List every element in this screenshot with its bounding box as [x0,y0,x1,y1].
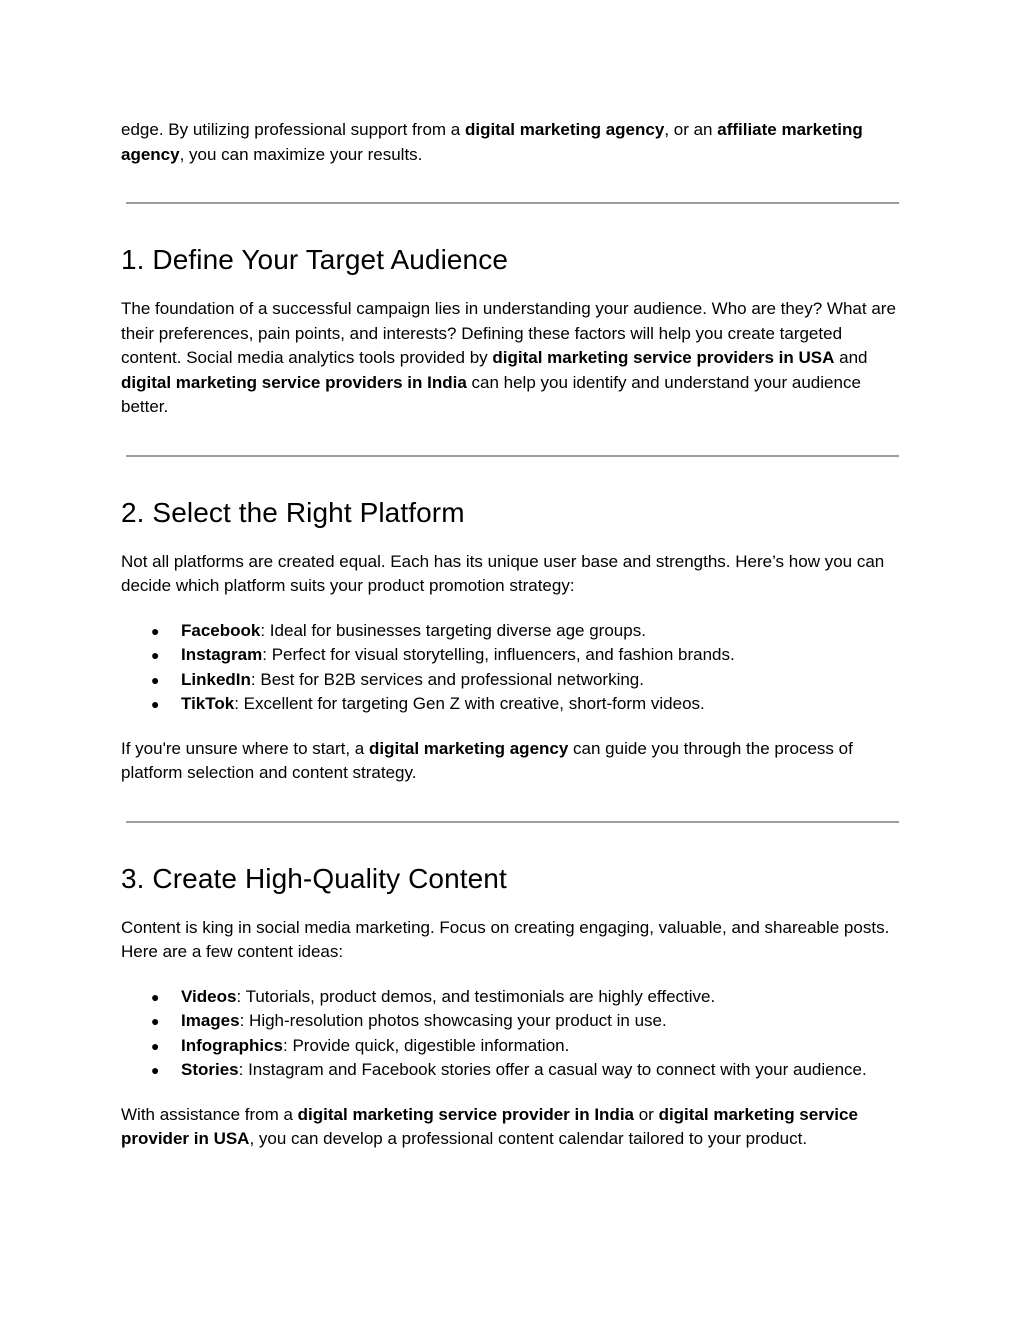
bullet-icon: ● [151,696,160,712]
list-item [121,643,901,668]
section-2-intro: Not all platforms are created equal. Each has its unique user base and strengths. Here’s how you can decide which platform suits your product promotion strategy: [121,551,885,595]
bullet-icon: ● [151,1062,160,1078]
text-run: The foundation of a successful campaign lies in understanding your audience. Who are they? What are their preferences, pain points, and interests? Defining these factors will help you create targeted content. Social media analytics tools provided by [121,299,896,367]
bullet-icon: ● [151,647,160,663]
text-run: : Perfect for visual storytelling, influencers, and fashion brands. [262,645,735,664]
bold-term: digital marketing service providers in India [121,372,467,392]
text-run: can guide you through the process of platform selection and content strategy. [121,738,853,782]
bullet-icon: ● [151,1013,160,1029]
section-1-paragraph [121,297,901,420]
bold-term: digital marketing service providers in USA [492,348,835,367]
section-3-outro [121,1103,901,1152]
content-ideas-list [121,985,901,1083]
section-heading-2: 2. Select the Right Platform [121,496,465,528]
text-run: , you can maximize your results. [179,144,423,164]
list-item [121,1009,901,1034]
bold-term: Instagram [181,645,263,664]
list-item [121,1034,901,1059]
section-divider [126,455,899,457]
bold-term: digital marketing service provider in India [297,1104,634,1124]
text-run: can help you identify and understand your audience better. [121,372,861,416]
bold-term: Facebook [181,620,261,640]
text-run: : Excellent for targeting Gen Z with creative, short-form videos. [234,694,705,713]
bullet-icon: ● [151,988,160,1005]
list-item [121,1058,901,1083]
list-item [121,668,901,693]
text-run: With assistance from a [121,1104,298,1124]
bold-term: digital marketing service provider in USA [121,1104,858,1148]
bold-term: LinkedIn [181,669,251,689]
section-heading-1: 1. Define Your Target Audience [121,244,509,275]
bold-term: digital marketing agency [464,120,665,139]
document-page [121,118,901,1152]
list-item [121,985,901,1010]
section-2-outro [121,737,901,786]
section-divider [126,202,899,204]
bold-term: affiliate marketing agency [121,120,863,164]
bold-term: Videos [181,986,237,1006]
platform-list [121,619,901,717]
bold-term: Images [181,1011,240,1030]
list-item [121,692,901,717]
bullet-icon: ● [151,622,160,639]
text-run: : Ideal for businesses targeting diverse age groups. [260,620,646,640]
text-run: , you can develop a professional content calendar tailored to your product. [249,1129,808,1148]
section-divider [126,821,899,823]
text-run: edge. By utilizing professional support from a [121,120,465,139]
text-run: : Best for B2B services and professional networking. [250,669,644,689]
intro-paragraph [121,118,901,167]
list-item [121,619,901,644]
text-run: : High-resolution photos showcasing your product in use. [239,1011,667,1030]
section-heading-3: 3. Create High-Quality Content [121,862,507,894]
text-run: or [634,1104,659,1124]
text-run: : Instagram and Facebook stories offer a casual way to connect with your audience. [238,1060,867,1079]
bold-term: Infographics [181,1035,284,1055]
bold-term: Stories [181,1060,239,1079]
text-run: : Provide quick, digestible information. [283,1035,570,1055]
text-run: , or an [664,120,718,139]
bullet-icon: ● [151,671,160,688]
text-run: and [834,348,868,367]
section-3-intro: Content is king in social media marketing. Focus on creating engaging, valuable, and shareable posts. Here are a few content ideas: [121,917,890,961]
text-run: If you're unsure where to start, a [121,738,369,758]
bold-term: digital marketing agency [368,738,569,758]
text-run: : Tutorials, product demos, and testimonials are highly effective. [236,986,716,1006]
bold-term: TikTok [181,694,235,713]
bullet-icon: ● [151,1037,160,1054]
